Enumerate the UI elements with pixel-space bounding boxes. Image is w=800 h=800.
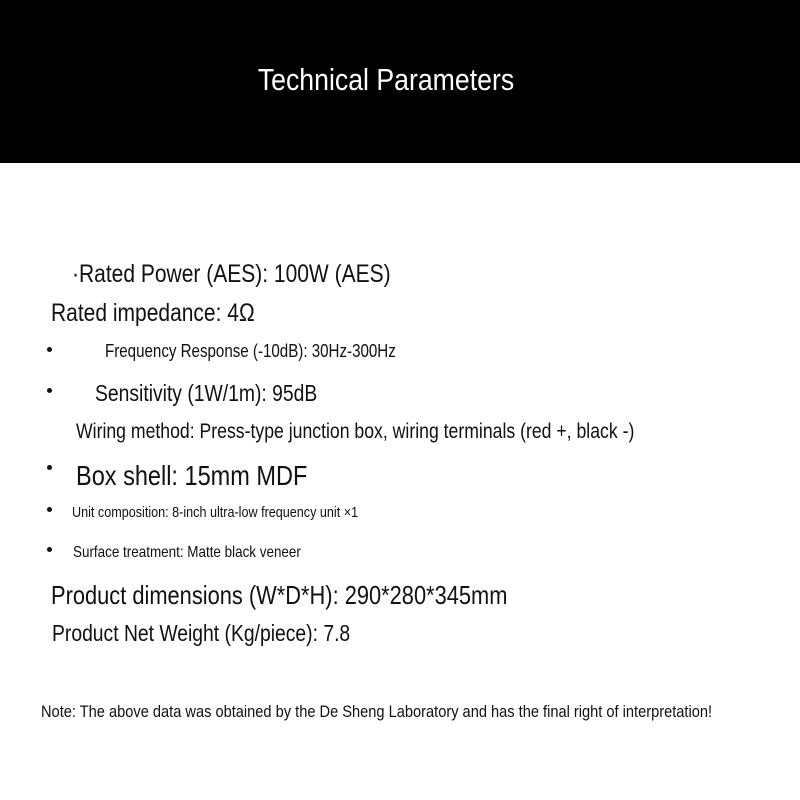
param-rated-power: ·Rated Power (AES): 100W (AES) <box>72 260 391 288</box>
param-surface-treatment: Surface treatment: Matte black veneer <box>73 544 301 561</box>
param-wiring-method: Wiring method: Press-type junction box, wiring terminals (red +, black -) <box>76 420 635 443</box>
bullet-icon <box>47 507 52 512</box>
param-unit-composition: Unit composition: 8-inch ultra-low frequency unit ×1 <box>72 504 359 521</box>
bullet-icon <box>47 347 52 352</box>
page-title: Technical Parameters <box>257 62 515 97</box>
param-frequency-response: Frequency Response (-10dB): 30Hz-300Hz <box>105 341 396 361</box>
bullet-icon <box>47 465 52 470</box>
bullet-icon <box>47 547 52 552</box>
param-rated-impedance: Rated impedance: 4Ω <box>51 299 255 327</box>
param-box-shell: Box shell: 15mm MDF <box>76 460 308 491</box>
header-banner <box>0 0 800 163</box>
param-sensitivity: Sensitivity (1W/1m): 95dB <box>95 380 318 406</box>
param-net-weight: Product Net Weight (Kg/piece): 7.8 <box>52 620 351 646</box>
disclaimer-note: Note: The above data was obtained by the De Sheng Laboratory and has the final right of interpretation! <box>41 702 713 721</box>
param-product-dimensions: Product dimensions (W*D*H): 290*280*345mm <box>51 580 508 610</box>
bullet-icon <box>47 388 52 393</box>
